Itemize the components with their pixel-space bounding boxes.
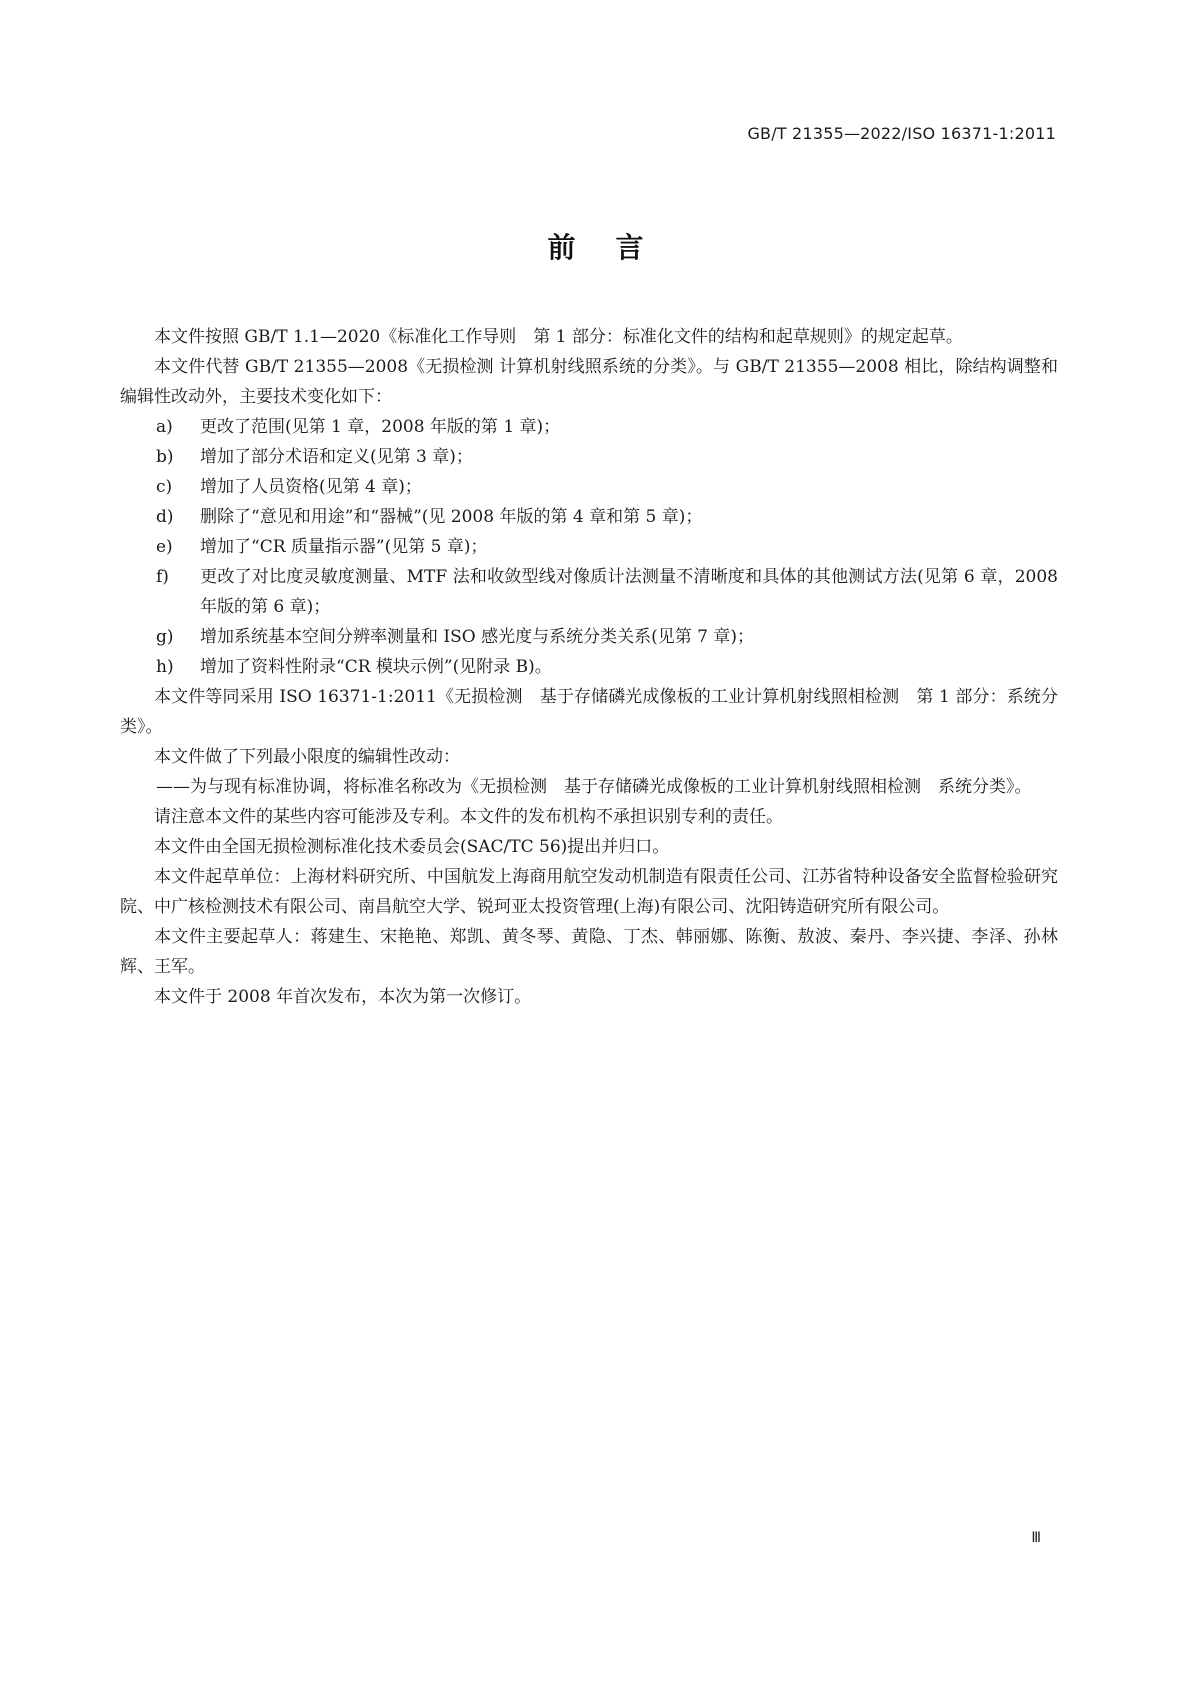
change-item-g [120,622,1058,652]
paragraph-adoption: 本文件等同采用 ISO 16371-1:2011《无损检测 基于存储磷光成像板的工业计算机射线照相检测 第 1 部分：系统分类》。 [120,687,1058,737]
item-marker: b) [156,447,174,467]
item-text: 更改了范围(见第 1 章，2008 年版的第 1 章)； [200,417,561,437]
paragraph-replacement: 本文件代替 GB/T 21355—2008《无损检测 计算机射线照系统的分类》。与 GB/T 21355—2008 相比，除结构调整和编辑性改动外，主要技术变化如下： [120,357,1058,407]
change-item-f [120,562,1058,622]
item-text: 增加系统基本空间分辨率测量和 ISO 感光度与系统分类关系(见第 7 章)； [200,627,754,647]
item-text: 删除了“意见和用途”和“器械”(见 2008 年版的第 4 章和第 5 章)； [200,507,703,527]
paragraph-committee: 本文件由全国无损检测标准化技术委员会(SAC/TC 56)提出并归口。 [154,837,670,857]
paragraph-history: 本文件于 2008 年首次发布，本次为第一次修订。 [154,987,532,1007]
paragraph-patent-notice: 请注意本文件的某些内容可能涉及专利。本文件的发布机构不承担识别专利的责任。 [154,807,783,827]
change-item-e [120,532,1058,562]
item-marker: a) [156,417,173,437]
change-item-b [120,442,1058,472]
paragraph-editorial: 本文件做了下列最小限度的编辑性改动： [154,747,460,767]
page-title: 前言 [547,231,684,264]
standard-code: GB/T 21355—2022/ISO 16371-1:2011 [747,124,1056,143]
item-marker: c) [156,477,173,497]
page-number: Ⅲ [1031,1530,1041,1546]
item-marker: e) [156,537,173,557]
paragraph-drafting-units: 本文件起草单位：上海材料研究所、中国航发上海商用航空发动机制造有限责任公司、江苏省特种设备安全监督检验研究院、中广核检测技术有限公司、南昌航空大学、锐珂亚太投资管理(上海)有限公司、沈阳铸造研究所有限公司。 [120,867,1058,917]
item-marker: g) [156,627,174,647]
document-body [120,322,1058,1012]
change-item-h [120,652,1058,682]
change-item-d [120,502,1058,532]
item-text: 更改了对比度灵敏度测量、MTF 法和收敛型线对像质计法测量不清晰度和具体的其他测试方法(见第 6 章，2008 年版的第 6 章)； [200,567,1058,617]
item-marker: h) [156,657,174,677]
item-text: 增加了资料性附录“CR 模块示例”(见附录 B)。 [200,657,552,677]
item-marker: d) [156,507,174,527]
item-text: 增加了部分术语和定义(见第 3 章)； [200,447,473,467]
change-item-a [120,412,1058,442]
item-text: 增加了人员资格(见第 4 章)； [200,477,422,497]
paragraph-drafters: 本文件主要起草人：蒋建生、宋艳艳、郑凯、黄冬琴、黄隐、丁杰、韩丽娜、陈衡、敖波、秦丹、李兴捷、李泽、孙林辉、王军。 [120,927,1058,977]
item-text: 增加了“CR 质量指示器”(见第 5 章)； [200,537,488,557]
paragraph-drafting-rules: 本文件按照 GB/T 1.1—2020《标准化工作导则 第 1 部分：标准化文件的结构和起草规则》的规定起草。 [154,327,963,347]
editorial-change-item: ——为与现有标准协调，将标准名称改为《无损检测 基于存储磷光成像板的工业计算机射线照相检测 系统分类》。 [156,777,1032,797]
item-marker: f) [156,567,169,587]
change-item-c [120,472,1058,502]
